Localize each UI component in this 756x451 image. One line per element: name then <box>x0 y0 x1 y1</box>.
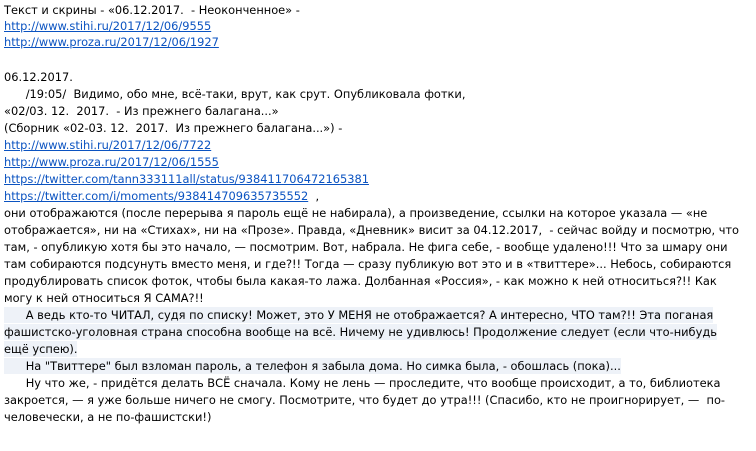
text-line: отображается», ни на «Стихах», ни на «Прозе». Правда, «Дневник» висит за 04.12.2017, - сейчас войду и посмотрю, что <box>4 223 740 237</box>
date-line: 06.12.2017. <box>4 70 73 84</box>
text-line: закроется, — я уже больше ничего не смогу. Посмотрите, что будет до утра!!! (Спасибо, кто не проигнорирует, — по- <box>4 393 726 407</box>
text-line: А ведь кто-то ЧИТАЛ, судя по списку! Может, это У МЕНЯ не отображается? А интересно, ЧТО там?!! Эта поганая <box>4 308 714 322</box>
text-line: они отображаются (после перерыва я пароль ещё не набирала), а произведение, ссылки на которое указала — «не <box>4 206 708 220</box>
text-line: /19:05/ Видимо, обо мне, всё-таки, врут, как срут. Опубликовала фотки, <box>4 87 466 101</box>
text-line: там собираются подсунуть вместо меня, и где?!! Тогда — сразу публикую вот это и в «твиттере»... Небось, собираются <box>4 257 732 271</box>
text-line: человечески, а не по-фашистски!) <box>4 410 212 424</box>
text-line: Текст и скрины - «06.12.2017. - Неоконченное» - <box>4 3 300 17</box>
text-line: там, - опубликую хотя бы это начало, — посмотрим. Вот, набрала. Не фига себе, - вообще удалено!!! Что за шмару они <box>4 240 728 254</box>
text-line: «02/03. 12. 2017. - Из прежнего балагана...» <box>4 104 279 118</box>
text-line: фашистско-уголовная страна способна вообще на всё. Ничему не удивлюсь! Продолжение следует (если что-нибудь <box>4 325 717 339</box>
link-stihi-7722[interactable]: http://www.stihi.ru/2017/12/06/7722 <box>4 138 212 152</box>
link-twitter-moments[interactable]: https://twitter.com/i/moments/938414709635735552 <box>4 189 309 203</box>
link-proza-1927[interactable]: http://www.proza.ru/2017/12/06/1927 <box>4 35 219 49</box>
link-suffix: , <box>308 189 320 203</box>
text-line: продублировать список фоток, чтобы была какая-то лажа. Долбанная «Россия», - как можно к ней относиться?!! Как <box>4 274 717 288</box>
link-stihi-9555[interactable]: http://www.stihi.ru/2017/12/06/9555 <box>4 19 212 33</box>
text-line: Ну что же, - придётся делать ВСЁ сначала. Кому не лень — проследите, что вообще происходит, а то, библиотека <box>4 376 721 390</box>
text-line: (Сборник «02-03. 12. 2017. Из прежнего балагана...») - <box>4 121 343 135</box>
text-line: ещё успею). <box>4 342 78 356</box>
link-twitter-status[interactable]: https://twitter.com/tann333111all/status/938411706472165381 <box>4 172 369 186</box>
link-proza-1555[interactable]: http://www.proza.ru/2017/12/06/1555 <box>4 155 219 169</box>
text-line: На "Твиттере" был взломан пароль, а телефон я забыла дома. Но симка была, - обошлась (пока)... <box>4 359 621 373</box>
text-line: могу к ней относиться Я САМА?!! <box>4 291 204 305</box>
